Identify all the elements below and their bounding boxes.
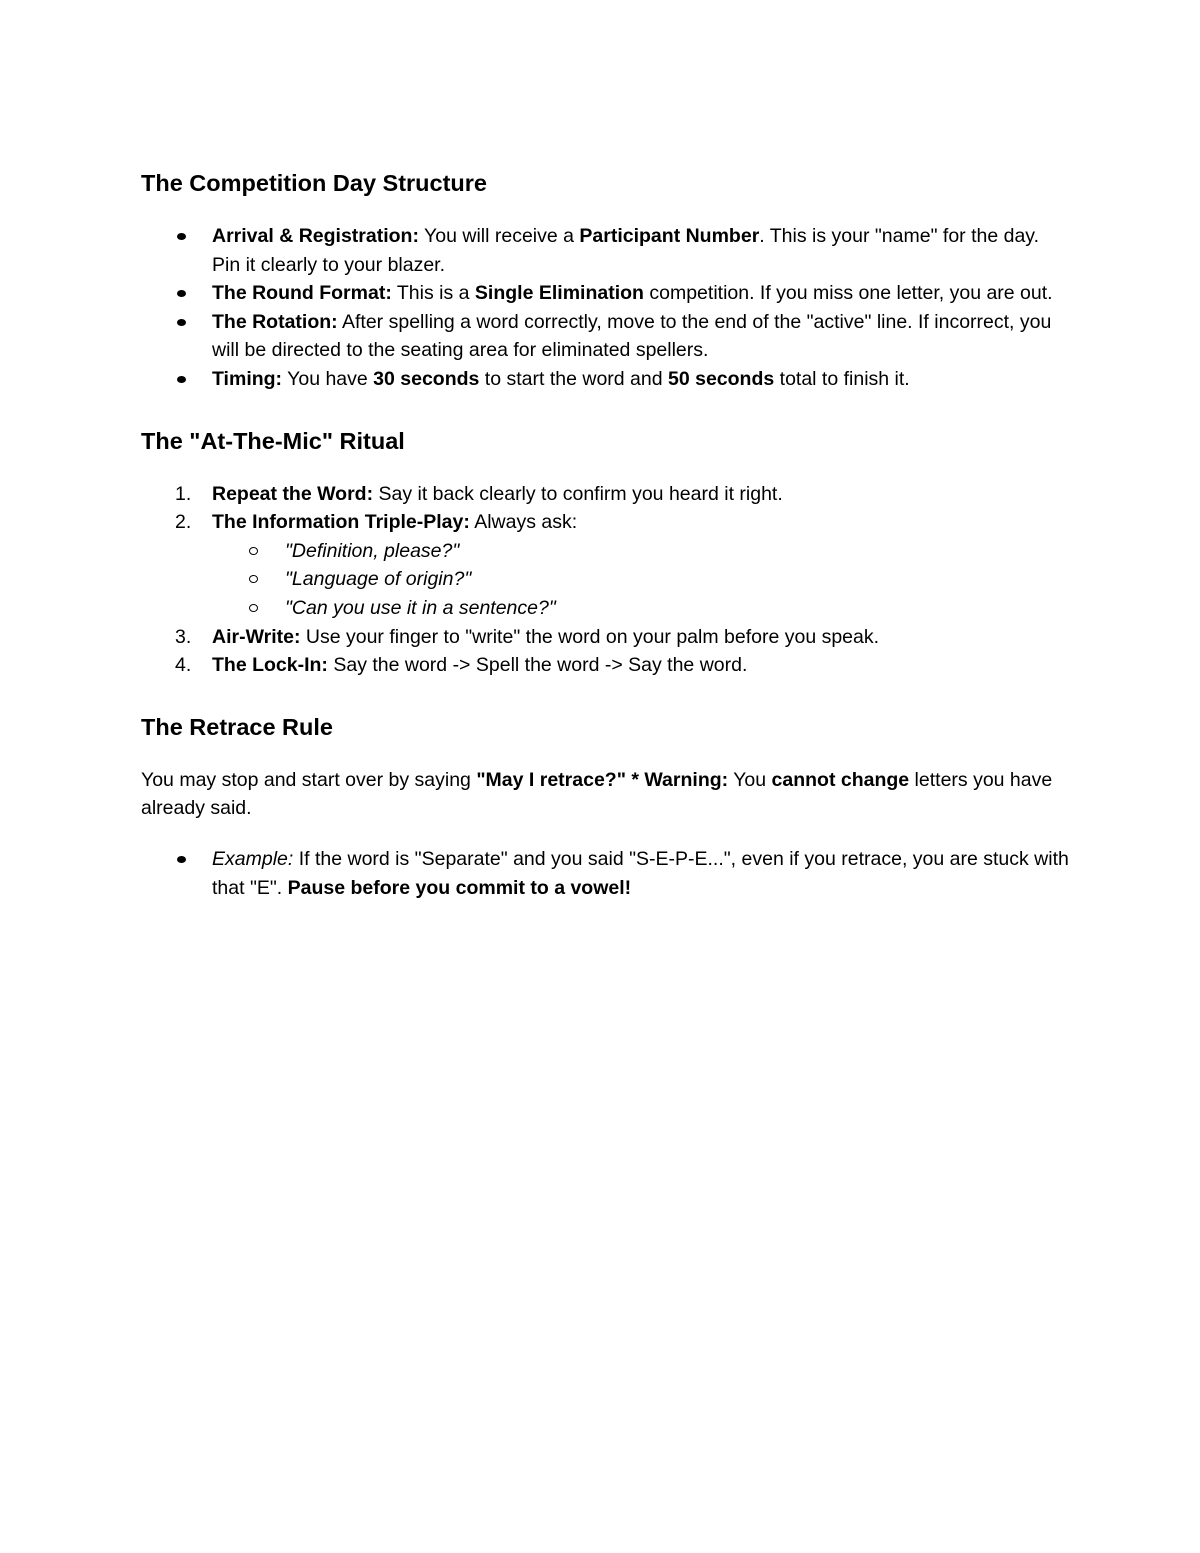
item-text: Say it back clearly to confirm you heard it right. [373,482,783,505]
para-bold-text: "May I retrace?" * Warning: [476,768,729,791]
bullet-icon [177,233,186,240]
item-label: Air-Write: [212,625,301,648]
item-text: Always ask: [469,511,578,534]
item-label: The Information Triple-Play: [212,511,470,534]
item-text: competition. If you miss one letter, you are out. [643,282,1053,305]
example-list [141,845,1071,902]
sub-list-item [141,594,1071,623]
para-text: letters you have already said. [141,768,1053,820]
section-heading-at-the-mic: The "At-The-Mic" Ritual [141,427,405,454]
list-item [141,365,1071,394]
item-bold-text: 50 seconds [668,367,775,390]
list-item [141,508,1071,622]
para-bold-text: cannot change [771,768,910,791]
sub-list-item [141,565,1071,594]
document-page [141,166,1071,902]
item-label: The Rotation: [212,310,338,333]
item-label: Arrival & Registration: [212,225,419,247]
section-heading-retrace-rule: The Retrace Rule [141,713,333,740]
para-text: You may stop and start over by saying [141,768,477,791]
item-text: This is a [391,282,475,305]
circle-bullet-icon [249,575,258,583]
circle-bullet-icon [249,604,258,612]
item-text: Say the word -> Spell the word -> Say the word. [327,654,748,677]
item-bold-text: Single Elimination [474,282,644,305]
list-item [141,480,1071,509]
item-label: The Round Format: [212,282,392,305]
item-label: Timing: [212,367,283,390]
bullet-icon [177,376,186,383]
retrace-paragraph [141,766,1071,823]
list-item [141,845,1071,902]
bullet-icon [177,290,186,297]
item-text: total to finish it. [774,367,910,390]
step-number: 3. [175,625,192,648]
bullet-icon [177,856,186,863]
step-number: 4. [175,654,192,677]
circle-bullet-icon [249,547,258,555]
item-text: You will receive a [418,225,580,247]
item-text: to start the word and [479,367,668,390]
item-bold-text: Participant Number [579,225,760,247]
list-item [141,651,1071,680]
competition-day-list [141,222,1071,394]
sub-list-item [141,537,1071,566]
para-text: You [728,768,772,791]
sub-list [212,537,1071,623]
sub-item-text: "Can you use it in a sentence?" [285,596,556,619]
section-heading-competition-day: The Competition Day Structure [141,170,488,196]
bullet-icon [177,319,186,326]
list-item [141,623,1071,652]
item-label: Repeat the Word: [212,482,374,505]
list-item [141,308,1071,365]
list-item [141,279,1071,308]
step-number: 2. [175,511,192,534]
item-bold-text: 30 seconds [373,367,480,390]
example-label: Example: [212,847,294,870]
item-text: If the word is "Separate" and you said "S-E-P-E...", even if you retrace, you are stuck with that "E". [212,847,1069,899]
step-number: 1. [175,482,192,505]
item-bold-text: Pause before you commit to a vowel! [287,876,632,899]
item-text: After spelling a word correctly, move to the end of the "active" line. If incorrect, you will be directed to the seating area for eliminated spellers. [212,310,1052,362]
sub-item-text: "Definition, please?" [285,539,460,562]
item-text: You have [282,367,374,390]
item-label: The Lock-In: [212,654,328,677]
item-text: . This is your "name" for the day. Pin it clearly to your blazer. [212,225,1040,276]
item-text: Use your finger to "write" the word on your palm before you speak. [300,625,880,648]
ritual-steps-list [141,480,1071,680]
list-item [141,222,1071,279]
sub-item-text: "Language of origin?" [285,568,472,591]
